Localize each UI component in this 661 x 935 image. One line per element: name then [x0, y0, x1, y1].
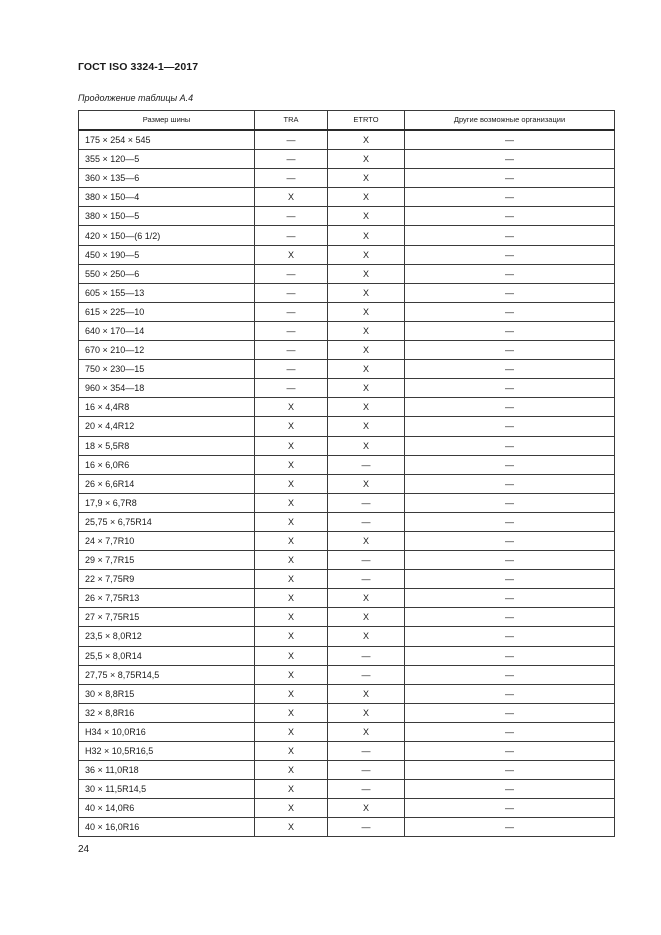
table-row: [79, 493, 615, 512]
cell-other-organizations: —: [405, 761, 615, 780]
cell-tire-size: 355 × 120—5: [79, 150, 255, 169]
cell-tra: —: [255, 379, 328, 398]
table-row: [79, 379, 615, 398]
cell-etrto: X: [328, 341, 405, 360]
cell-tire-size: 615 × 225—10: [79, 302, 255, 321]
table-body: [79, 130, 615, 837]
cell-tire-size: 27 × 7,75R15: [79, 608, 255, 627]
cell-etrto: X: [328, 398, 405, 417]
table-row: [79, 341, 615, 360]
cell-other-organizations: —: [405, 398, 615, 417]
cell-other-organizations: —: [405, 665, 615, 684]
table-caption: Продолжение таблицы А.4: [78, 93, 194, 103]
cell-other-organizations: —: [405, 302, 615, 321]
cell-other-organizations: —: [405, 627, 615, 646]
cell-tra: —: [255, 169, 328, 188]
cell-tire-size: 17,9 × 6,7R8: [79, 493, 255, 512]
cell-etrto: X: [328, 169, 405, 188]
cell-other-organizations: —: [405, 570, 615, 589]
cell-tra: X: [255, 665, 328, 684]
table-row: [79, 703, 615, 722]
cell-tire-size: 26 × 7,75R13: [79, 589, 255, 608]
cell-tra: X: [255, 684, 328, 703]
cell-other-organizations: —: [405, 321, 615, 340]
table-row: [79, 360, 615, 379]
cell-other-organizations: —: [405, 188, 615, 207]
cell-etrto: X: [328, 722, 405, 741]
cell-tire-size: 40 × 14,0R6: [79, 799, 255, 818]
cell-etrto: X: [328, 207, 405, 226]
cell-tra: —: [255, 283, 328, 302]
cell-other-organizations: —: [405, 360, 615, 379]
cell-etrto: —: [328, 761, 405, 780]
cell-tra: —: [255, 264, 328, 283]
cell-other-organizations: —: [405, 493, 615, 512]
table-row: [79, 608, 615, 627]
cell-tire-size: 750 × 230—15: [79, 360, 255, 379]
cell-etrto: X: [328, 589, 405, 608]
cell-other-organizations: —: [405, 474, 615, 493]
cell-etrto: X: [328, 321, 405, 340]
cell-other-organizations: —: [405, 436, 615, 455]
cell-tire-size: 380 × 150—4: [79, 188, 255, 207]
cell-tire-size: 20 × 4,4R12: [79, 417, 255, 436]
cell-other-organizations: —: [405, 512, 615, 531]
cell-other-organizations: —: [405, 589, 615, 608]
cell-etrto: X: [328, 436, 405, 455]
cell-other-organizations: —: [405, 608, 615, 627]
table-row: [79, 302, 615, 321]
cell-etrto: X: [328, 474, 405, 493]
cell-other-organizations: —: [405, 684, 615, 703]
cell-other-organizations: —: [405, 207, 615, 226]
cell-tra: X: [255, 589, 328, 608]
table-row: [79, 321, 615, 340]
cell-other-organizations: —: [405, 283, 615, 302]
cell-other-organizations: —: [405, 722, 615, 741]
cell-other-organizations: —: [405, 169, 615, 188]
cell-etrto: X: [328, 226, 405, 245]
cell-tra: —: [255, 207, 328, 226]
cell-other-organizations: —: [405, 341, 615, 360]
cell-tire-size: H34 × 10,0R16: [79, 722, 255, 741]
table-row: [79, 627, 615, 646]
cell-etrto: X: [328, 188, 405, 207]
table-row: [79, 417, 615, 436]
cell-tire-size: 22 × 7,75R9: [79, 570, 255, 589]
cell-tra: X: [255, 742, 328, 761]
table-row: [79, 589, 615, 608]
table-row: [79, 512, 615, 531]
cell-etrto: X: [328, 360, 405, 379]
cell-tra: X: [255, 761, 328, 780]
cell-tire-size: 32 × 8,8R16: [79, 703, 255, 722]
cell-tire-size: 640 × 170—14: [79, 321, 255, 340]
cell-tra: X: [255, 608, 328, 627]
cell-tra: X: [255, 245, 328, 264]
cell-tire-size: H32 × 10,5R16,5: [79, 742, 255, 761]
cell-tra: X: [255, 436, 328, 455]
cell-tra: —: [255, 360, 328, 379]
cell-etrto: —: [328, 455, 405, 474]
table-row: [79, 474, 615, 493]
cell-tire-size: 23,5 × 8,0R12: [79, 627, 255, 646]
cell-etrto: —: [328, 493, 405, 512]
cell-other-organizations: —: [405, 742, 615, 761]
table-row: [79, 665, 615, 684]
table-row: [79, 188, 615, 207]
cell-tra: X: [255, 551, 328, 570]
cell-etrto: X: [328, 608, 405, 627]
cell-tra: X: [255, 627, 328, 646]
cell-tra: —: [255, 130, 328, 150]
cell-etrto: X: [328, 150, 405, 169]
cell-tra: X: [255, 570, 328, 589]
column-header-etrto: ETRTO: [328, 111, 405, 131]
cell-other-organizations: —: [405, 818, 615, 837]
table-row: [79, 150, 615, 169]
cell-tire-size: 26 × 6,6R14: [79, 474, 255, 493]
cell-other-organizations: —: [405, 226, 615, 245]
cell-tra: —: [255, 150, 328, 169]
cell-tra: X: [255, 474, 328, 493]
cell-tire-size: 27,75 × 8,75R14,5: [79, 665, 255, 684]
cell-other-organizations: —: [405, 417, 615, 436]
cell-tire-size: 16 × 4,4R8: [79, 398, 255, 417]
table-row: [79, 818, 615, 837]
cell-tra: X: [255, 512, 328, 531]
cell-tire-size: 30 × 11,5R14,5: [79, 780, 255, 799]
cell-etrto: —: [328, 780, 405, 799]
cell-tire-size: 450 × 190—5: [79, 245, 255, 264]
cell-tra: —: [255, 321, 328, 340]
cell-tire-size: 550 × 250—6: [79, 264, 255, 283]
cell-other-organizations: —: [405, 780, 615, 799]
cell-tra: —: [255, 226, 328, 245]
cell-other-organizations: —: [405, 264, 615, 283]
cell-tra: X: [255, 780, 328, 799]
cell-other-organizations: —: [405, 150, 615, 169]
column-header-tire-size: Размер шины: [79, 111, 255, 131]
cell-etrto: X: [328, 799, 405, 818]
table-row: [79, 283, 615, 302]
table-row: [79, 551, 615, 570]
column-header-other-organizations: Другие возможные организации: [405, 111, 615, 131]
cell-etrto: X: [328, 264, 405, 283]
table-row: [79, 646, 615, 665]
cell-tire-size: 360 × 135—6: [79, 169, 255, 188]
cell-other-organizations: —: [405, 646, 615, 665]
cell-tire-size: 18 × 5,5R8: [79, 436, 255, 455]
table-row: [79, 226, 615, 245]
cell-other-organizations: —: [405, 455, 615, 474]
cell-etrto: X: [328, 130, 405, 150]
table-row: [79, 130, 615, 150]
table-row: [79, 398, 615, 417]
cell-tra: X: [255, 818, 328, 837]
cell-etrto: —: [328, 512, 405, 531]
cell-etrto: —: [328, 742, 405, 761]
cell-tire-size: 960 × 354—18: [79, 379, 255, 398]
cell-tire-size: 670 × 210—12: [79, 341, 255, 360]
cell-tra: X: [255, 722, 328, 741]
cell-tire-size: 36 × 11,0R18: [79, 761, 255, 780]
table-row: [79, 245, 615, 264]
cell-etrto: X: [328, 627, 405, 646]
table-row: [79, 436, 615, 455]
cell-tra: X: [255, 493, 328, 512]
cell-etrto: —: [328, 570, 405, 589]
table-row: [79, 742, 615, 761]
column-header-tra: TRA: [255, 111, 328, 131]
cell-etrto: X: [328, 684, 405, 703]
cell-tra: X: [255, 703, 328, 722]
document-header: ГОСТ ISO 3324-1—2017: [78, 61, 199, 73]
table-row: [79, 207, 615, 226]
cell-tire-size: 24 × 7,7R10: [79, 531, 255, 550]
cell-etrto: —: [328, 818, 405, 837]
cell-tra: X: [255, 417, 328, 436]
cell-etrto: —: [328, 551, 405, 570]
cell-tra: —: [255, 302, 328, 321]
table-row: [79, 455, 615, 474]
cell-tire-size: 605 × 155—13: [79, 283, 255, 302]
table-header-row: [79, 111, 615, 131]
cell-tire-size: 380 × 150—5: [79, 207, 255, 226]
cell-tire-size: 420 × 150—(6 1/2): [79, 226, 255, 245]
table-row: [79, 761, 615, 780]
cell-tire-size: 175 × 254 × 545: [79, 130, 255, 150]
cell-other-organizations: —: [405, 703, 615, 722]
cell-other-organizations: —: [405, 551, 615, 570]
cell-tire-size: 25,75 × 6,75R14: [79, 512, 255, 531]
table-row: [79, 531, 615, 550]
cell-other-organizations: —: [405, 531, 615, 550]
cell-etrto: X: [328, 302, 405, 321]
cell-tire-size: 30 × 8,8R15: [79, 684, 255, 703]
cell-other-organizations: —: [405, 379, 615, 398]
table-row: [79, 799, 615, 818]
cell-tire-size: 25,5 × 8,0R14: [79, 646, 255, 665]
cell-tire-size: 29 × 7,7R15: [79, 551, 255, 570]
table-row: [79, 684, 615, 703]
cell-tire-size: 16 × 6,0R6: [79, 455, 255, 474]
cell-tra: X: [255, 646, 328, 665]
page-number: 24: [78, 844, 90, 855]
cell-tra: X: [255, 531, 328, 550]
cell-etrto: X: [328, 417, 405, 436]
cell-tra: —: [255, 341, 328, 360]
cell-other-organizations: —: [405, 799, 615, 818]
cell-tire-size: 40 × 16,0R16: [79, 818, 255, 837]
table-row: [79, 722, 615, 741]
cell-tra: X: [255, 398, 328, 417]
cell-etrto: —: [328, 665, 405, 684]
table-row: [79, 169, 615, 188]
table-row: [79, 570, 615, 589]
cell-etrto: X: [328, 283, 405, 302]
tire-size-table: [78, 110, 615, 837]
cell-etrto: X: [328, 531, 405, 550]
table-row: [79, 264, 615, 283]
cell-etrto: X: [328, 379, 405, 398]
cell-other-organizations: —: [405, 130, 615, 150]
cell-etrto: X: [328, 703, 405, 722]
cell-etrto: X: [328, 245, 405, 264]
cell-tra: X: [255, 188, 328, 207]
cell-tra: X: [255, 455, 328, 474]
cell-other-organizations: —: [405, 245, 615, 264]
cell-tra: X: [255, 799, 328, 818]
cell-etrto: —: [328, 646, 405, 665]
table-row: [79, 780, 615, 799]
